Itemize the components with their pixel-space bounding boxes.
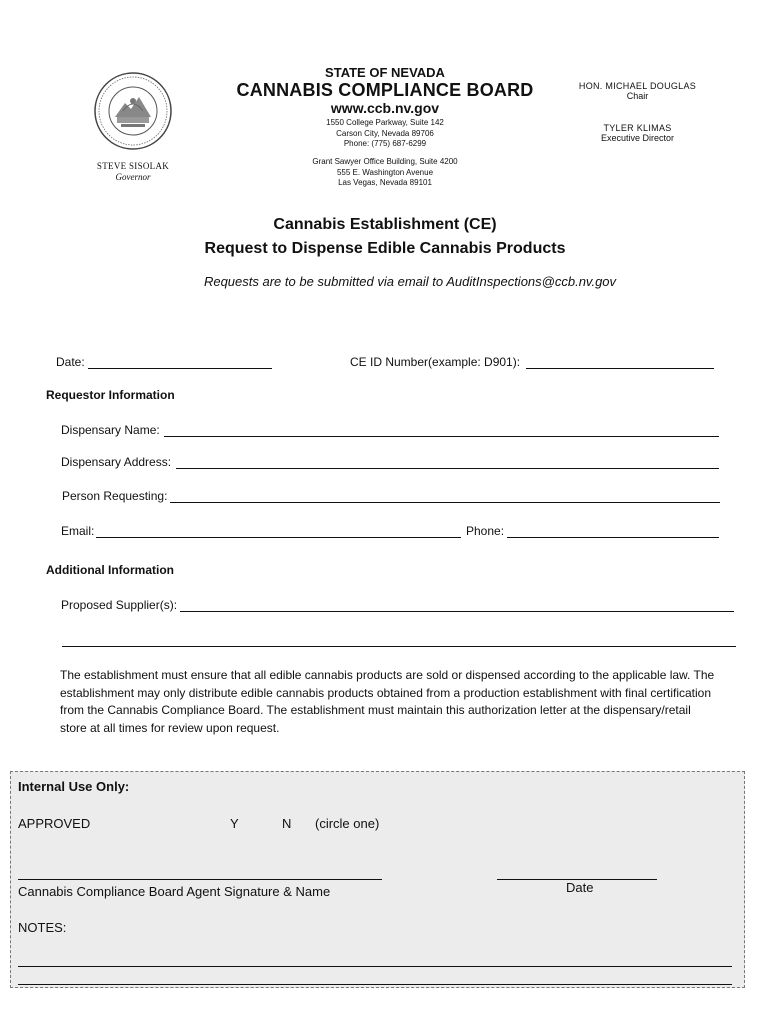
state-seal: [93, 71, 173, 151]
approved-no-option[interactable]: N: [282, 816, 292, 831]
email-label: Email:: [61, 524, 95, 538]
notes-line-2[interactable]: [18, 984, 732, 985]
address-line: Carson City, Nevada 89706: [336, 128, 434, 138]
address-line: Phone: (775) 687-6299: [343, 139, 427, 148]
email-field[interactable]: [96, 537, 461, 538]
agent-signature-label: Cannabis Compliance Board Agent Signature & Name: [18, 884, 331, 899]
person-requesting-label: Person Requesting:: [62, 489, 168, 503]
dispensary-name-field[interactable]: [164, 436, 719, 437]
phone-field[interactable]: [507, 537, 719, 538]
director-name: TYLER KLIMAS: [603, 123, 672, 133]
director-title: Executive Director: [600, 133, 675, 143]
phone-label: Phone:: [466, 524, 505, 538]
chair-name: HON. MICHAEL DOUGLAS: [578, 81, 697, 91]
governor-name: STEVE SISOLAK: [96, 161, 170, 171]
person-requesting-field[interactable]: [170, 502, 720, 503]
proposed-supplier-label: Proposed Supplier(s):: [61, 598, 178, 612]
governor-title: Governor: [115, 172, 151, 182]
notes-line-1[interactable]: [18, 966, 732, 967]
board-heading: CANNABIS COMPLIANCE BOARD: [236, 80, 534, 100]
internal-use-heading: Internal Use Only:: [18, 779, 130, 794]
address-line: Las Vegas, Nevada 89101: [338, 178, 432, 187]
notes-label: NOTES:: [18, 920, 67, 935]
approved-yes-option[interactable]: Y: [230, 816, 239, 831]
approved-label: APPROVED: [18, 816, 91, 831]
agent-signature-line[interactable]: [18, 879, 382, 880]
address-line: Grant Sawyer Office Building, Suite 4200: [312, 157, 458, 166]
lasvegas-address: [285, 157, 485, 189]
form-title-line1: Cannabis Establishment (CE): [273, 216, 497, 233]
form-title-line2: Request to Dispense Edible Cannabis Products: [204, 240, 566, 257]
ce-id-field[interactable]: [526, 368, 714, 369]
proposed-supplier-field-line2[interactable]: [62, 646, 736, 647]
approval-date-label: Date: [566, 880, 594, 895]
compliance-paragraph: The establishment must ensure that all edible cannabis products are sold or dispensed according to the applicable law. The establishment may only distribute edible cannabis products obtained from a production establishment with final certification from the Cannabis Compliance Board. The establishment must maintain this authorization letter at the dispensary/retail store at all times for review upon request.: [60, 668, 715, 735]
ce-id-label: CE ID Number(example: D901):: [350, 355, 521, 369]
state-heading: STATE OF NEVADA: [325, 65, 445, 80]
chair-title: Chair: [626, 91, 649, 101]
date-label: Date:: [56, 355, 85, 369]
additional-section-heading: Additional Information: [46, 563, 174, 577]
dispensary-address-field[interactable]: [176, 468, 719, 469]
circle-one-note: (circle one): [315, 816, 380, 831]
date-field[interactable]: [88, 368, 272, 369]
address-line: 1550 College Parkway, Suite 142: [326, 118, 444, 127]
requestor-section-heading: Requestor Information: [46, 388, 175, 402]
dispensary-name-label: Dispensary Name:: [61, 423, 160, 437]
website-link[interactable]: www.ccb.nv.gov: [330, 100, 440, 116]
dispensary-address-label: Dispensary Address:: [61, 455, 172, 469]
submission-instructions: Requests are to be submitted via email to AuditInspections@ccb.nv.gov: [203, 274, 617, 289]
carson-address: [285, 118, 485, 150]
proposed-supplier-field[interactable]: [180, 611, 734, 612]
address-line: 555 E. Washington Avenue: [336, 167, 434, 177]
